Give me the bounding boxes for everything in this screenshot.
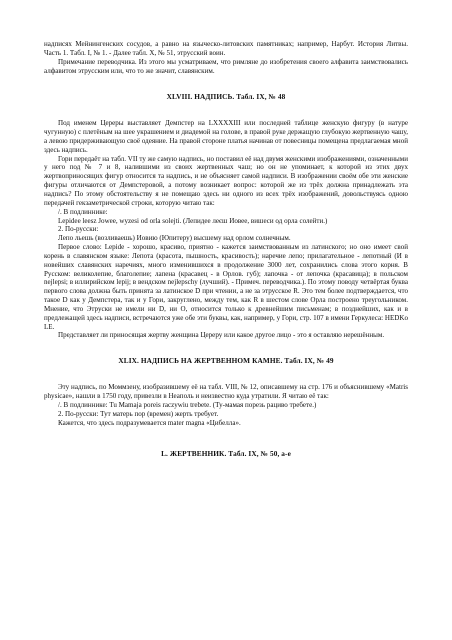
section-heading-49: XLIX. НАДПИСЬ НА ЖЕРТВЕННОМ КАМНЕ. Табл. IX, № 49 [118,356,334,366]
paragraph: Эту надпись, по Моммзену, изобразившему её на табл. VIII, № 12, описавшему на стр. 176 и объяснившему «Matris physicae», нашли в 1750 году, привезли в Неаполь и неизвестно куда утратили. Я читаю её так: [44,383,408,400]
paragraph: Представляет ли приносящая жертву женщина Цереру или какое другое лицо - это я оставляю нерешённым. [58,331,385,340]
paragraph: Под именем Цереры выставляет Демпстер на LXXXXIII или последней таблице женскую фигуру (в натуре чугунную) с плетёным на шее украшением и диадемой на голове, в правой руке держащую глубокую жертвенную чашу, а левою придерживающую своё одеяние. На правой стороне платья начинав от повесницы помещена предлагаемая мной здесь надпись. [44,119,408,154]
original-label: /. В подлиннике: [58,207,108,216]
section-heading-50: L. ЖЕРТВЕННИК. Табл. IX, № 50, а-е [161,449,291,459]
original-inscription: /. В подлиннике: Tu Mamaja poreis raczywiu trebete. (Ту-мамая порезь рациво требете.) [58,400,317,409]
original-inscription: Lepidee leesz Jowee, wyzesi od orla solejti. (Лепидее леєш Иовее, вишеси од орла солейти.) [58,216,328,225]
paragraph: Гори передаёт на табл. VII ту же самую надпись, но поставил её над двумя женскими изображениями, означенными у него под № 7 и 8, налившими из своих жертвенных чаш; но он не упоминает, к которой из этих двух жертвоприносящих фигур относится та надпись, и не объясняет самой надписи. В изображении своём обе эти женские фигуры отличаются от Демпстеровой, а потому возникает вопрос: которой же из трёх должна принадлежать эта надпись? По этому обстоятельству я не помещаю здесь ни одного из всех трёх изображений, довольствуясь одною передачей гекзаметрической строки, которую читаю так: [44,154,408,207]
paragraph: Первое слово: Lepide - хорошо, красиво, приятно - кажется заимствованным из латинского; но оно имеет свой корень в славянском языке: Лепота (красота, пышность, красивость); наречие лепо; прилагательное - лепотный (И в новейших славянских наречиях, много изменившихся в продолжение 3000 лет, сохранились слова этого корня. В Русском: великолепие, благолепие; лапена (красавец - в Орлов. губ); лапочка - от лепочка (красавица); в польском nejlepsi; в иллирийском lepij; в вендском nejlepschy (лучший). - Примеч. переводчика.). По этому поводу четвёртая буква первого слова должна быть принята за латинское D при чтении, а не за этрусское R. Это тем более подтверждается, что такое D как у Демпстера, так и у Гори, закруглено, между тем, как R в шестом слове Орла построено треугольником. Мнение, что Этруски не имели ни D, ни O, относится только к древнейшим письменам; в позднейших, как и в предлежащей здесь надписи, встречаются уже обе эти буквы, как, например, у Гори, стр. 107 в имени Геркулеса: HEDKo LE. [44,243,408,331]
russian-translation: 2. По-русски: Тут матерь пор (времен) жерть требует. [58,409,219,418]
section-heading-48: XLVIII. НАДПИСЬ. Табл. IX, № 48 [166,92,286,102]
translator-note: Примечание переводчика. Из этого мы усматриваем, что римляне до изобретения своего алфавита заимствовались алфавитом этрусским или, что то же значит, славянским. [44,57,408,75]
russian-translation: Лепо льешь (возливаешь) Иовию (Юпитеру) высшему над орлом солнечным. [58,234,291,243]
paragraph-continuation: надписях Мейнингенских сосудов, а равно на языческо-литовских памятниках; например, Нарбут. История Литвы. Часть 1. Табл. I, № 1. - Далее табл. X, № 51, этрусский воин. [44,40,408,57]
paragraph: Кажется, что здесь подразумевается mater magna «Цибелла». [58,418,241,427]
russian-label: 2. По-русски: [58,225,99,234]
